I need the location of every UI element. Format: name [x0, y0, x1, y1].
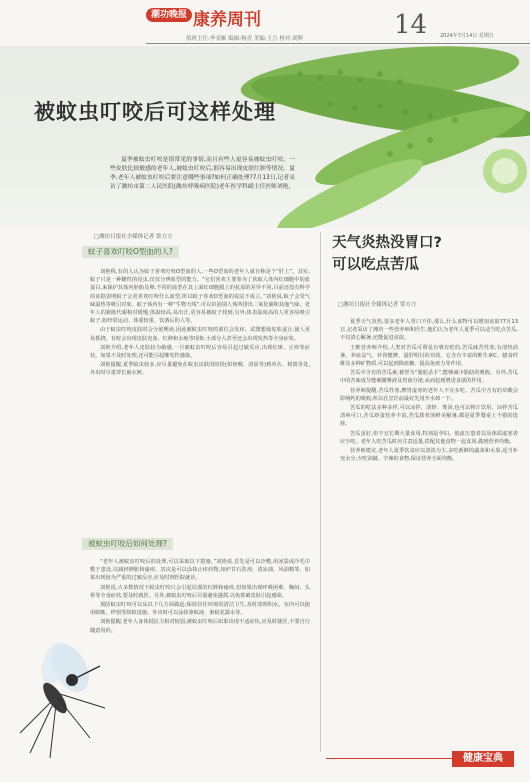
- main-article-title: 被蚊虫叮咬后可这样处理: [34, 100, 276, 124]
- column-divider: [320, 232, 321, 752]
- paragraph: 刘艳提醒,老年人身体抵抗力相对较弱,被蚊虫叮咬后如果出现不适症状,应及时就医,不要自行随意用药。: [90, 619, 310, 634]
- newspaper-logo: 潮功晚报: [146, 8, 192, 22]
- paragraph: 营养师提醒,苦瓜性寒,脾胃虚寒的老年人不宜多吃。苦瓜中含有的草酸会影响钙的吸收,所以在烹饪前最好先用开水焯一下。: [340, 387, 518, 402]
- section-heading-1: 蚊子喜欢叮咬O型血的人?: [82, 246, 179, 258]
- bitter-melon-illustration: [0, 46, 530, 228]
- paragraph: 夏季天气炎热,很多老年人胃口不佳,那么,什么食物可以增加食欲?7月13日,记者采访了潍坊一些营养师和医生,他们认为老年人夏季可以适当吃点苦瓜,不仅清心解暑,还能促进食欲。: [340, 319, 518, 342]
- main-article-byline: □潍坊日报社全媒体记者 常方方: [94, 234, 173, 240]
- paragraph: “老年人被蚊虫叮咬后的处理,可以采取以下措施。”刘艳说,首先是可以冷敷,用冰袋或冷毛巾敷于患处,以减轻肿胀和瘙痒。其次是可以涂抹止痒药物,如炉甘石洗剂、清凉油、风油精等。如果出现较为严重的过敏反应,应及时到医院就诊。: [90, 559, 310, 582]
- section-2-body: [90, 558, 310, 768]
- intro-paragraph: 夏季被蚊虫叮咬是很常见的事情,而且有些人更容易被蚊虫叮咬。一些皮肤比较敏感的老年人,被蚊虫叮咬后,很容易出现皮肤红肿等情况。夏季,老年人被蚊虫叮咬后要注意哪些事项?如何正确处理?7月13日,记者采访了潍坊市第二人民医院(潍坊呼吸病医院)老年医学科副主任医师刘艳。: [110, 157, 295, 190]
- mosquito-icon: [0, 628, 120, 768]
- side-article-body: [340, 318, 518, 746]
- paragraph: 苦瓜虽好,但不宜长期大量食用,特别是孕妇、低血压患者以及体质虚寒者应少吃。老年人吃苦瓜时应注意适量,搭配其他食物一起食用,做到营养均衡。: [340, 430, 518, 445]
- page-number: 14: [394, 10, 428, 40]
- paragraph: 由于蚊虫叮咬皮肤时会分泌唾液,因此被蚊虫叮咬的部位会发痒。试图想使皮肤退让,使人更易抓挠。有时会出现皮肤充血、红肿和水疱等现象,小部分人甚至还会出现发热等全身症状。: [90, 327, 310, 342]
- masthead-rule: [146, 43, 530, 44]
- masthead: [0, 0, 530, 42]
- paragraph: 刘艳称,有的人认为蚊子喜欢叮咬O型血的人,一些O型血的老年人就自称是个“肝上”。其实,蚊子只是一种雌性的昆虫,仅仅分辨血型的能力。“它们喜欢主要参为了获取人体内红细胞中的血蛋白,来保护其体内胚胎及卵,不同的血型在其上面红细胞膜上的抗原的差异不同,目前还没有科学的证据表明蚊子会更喜欢叮咬什么血型,所以蚊子喜欢O型血的说法不成立。”刘艳说,蚊子会受气味温热等吸引对象。蚊子体内有一种“生物天线”,可以识别别人体所排出二氧化碳和其他气味。老年人的新陈代谢相对缓慢,体温较高,易出汗,更容易被蚊子找到,另外,体表温度高的人更容易吸引蚊子,如经常运动、体重较重、饮酒后的人等。: [90, 269, 310, 325]
- paragraph: 王维营养师介绍,人类对苦瓜可谓是有褒有贬的,苦瓜味苦性寒,有清热消暑、养血益气、补肾健脾、滋肝明目的功效。它含有丰富的维生素C、膳食纤维及多种矿物质,可以起到降血糖、提高免疫力等作用。: [340, 344, 518, 368]
- issue-date: 2024年7月14日 星期日: [440, 33, 494, 39]
- mosquito-illustration: [0, 628, 120, 768]
- side-article-title: [332, 232, 442, 276]
- hero-image-bitter-melon: [0, 46, 530, 228]
- side-title-line-2: 可以吃点苦瓜: [332, 257, 419, 273]
- side-article-byline: □潍坊日报社全媒体记者 常方方: [338, 302, 417, 308]
- side-title-line-1: 天气炎热没胃口?: [332, 235, 442, 251]
- paragraph: 苦瓜中含有的苦瓜素,被誉为“脂肪杀手”,能够减少脂肪的吸收。另外,苦瓜中的苦味成分能刺激唾液及胃液分泌,从而起到增进食欲的作用。: [340, 370, 518, 385]
- footer-badge: 健康宝典: [452, 751, 514, 767]
- paragraph: 苦瓜的吃法多种多样,可以凉拌、清炒、煲汤,也可以榨汁饮用。凉拌苦瓜清爽可口,苦瓜炒蛋营养丰富,苦瓜排骨汤鲜美解暑,都是夏季餐桌上不错的选择。: [340, 405, 518, 428]
- section-title: 康养周刊: [193, 10, 261, 30]
- paragraph: 预防蚊虫叮咬可以从以下几方面做起:保持居住环境的清洁卫生,及时清理积水。室内可以使用蚊帐、纱窗等防蚊设施。外出时可以涂抹驱蚊液、驱蚊花露水等。: [90, 602, 310, 617]
- section-1-body: [90, 268, 310, 533]
- main-article-intro: [110, 156, 295, 192]
- footer-rule: [326, 758, 452, 759]
- editors-line: 值班主任:李金顺 编辑:杨青 美编:王言 校对:刘辉: [186, 36, 304, 42]
- section-heading-2: 被蚊虫叮咬后如何处理?: [82, 538, 173, 550]
- paragraph: 刘艳提醒,夏季蚊虫较多,应尽量避免在蚊虫活跃的时段(如傍晚、清晨等)到草丛、树荫等处,外出时尽量穿长袖衣裤。: [90, 362, 310, 377]
- paragraph: 刘艳介绍,老年人皮肤较为敏感,一旦被蚊虫叮咬后容易引起过敏反应,出现红斑、丘疹等症状。如果不及时处理,还可能引起继发性感染。: [90, 344, 310, 360]
- paragraph: 刘艳说,大多数情况下蚊虫叮咬只会引起局部的红肿和瘙痒,但如果出现呼吸困难、胸闷、头晕等全身症状,要及时就医。另外,被蚊虫叮咬后尽量避免搔抓,以免抓破皮肤引起感染。: [90, 584, 310, 599]
- paragraph: 营养师建议,老年人夏季饮食应以清淡为主,多吃新鲜的蔬菜和水果,适当补充水分,少吃油腻、辛辣的食物,保证营养全面均衡。: [340, 448, 518, 463]
